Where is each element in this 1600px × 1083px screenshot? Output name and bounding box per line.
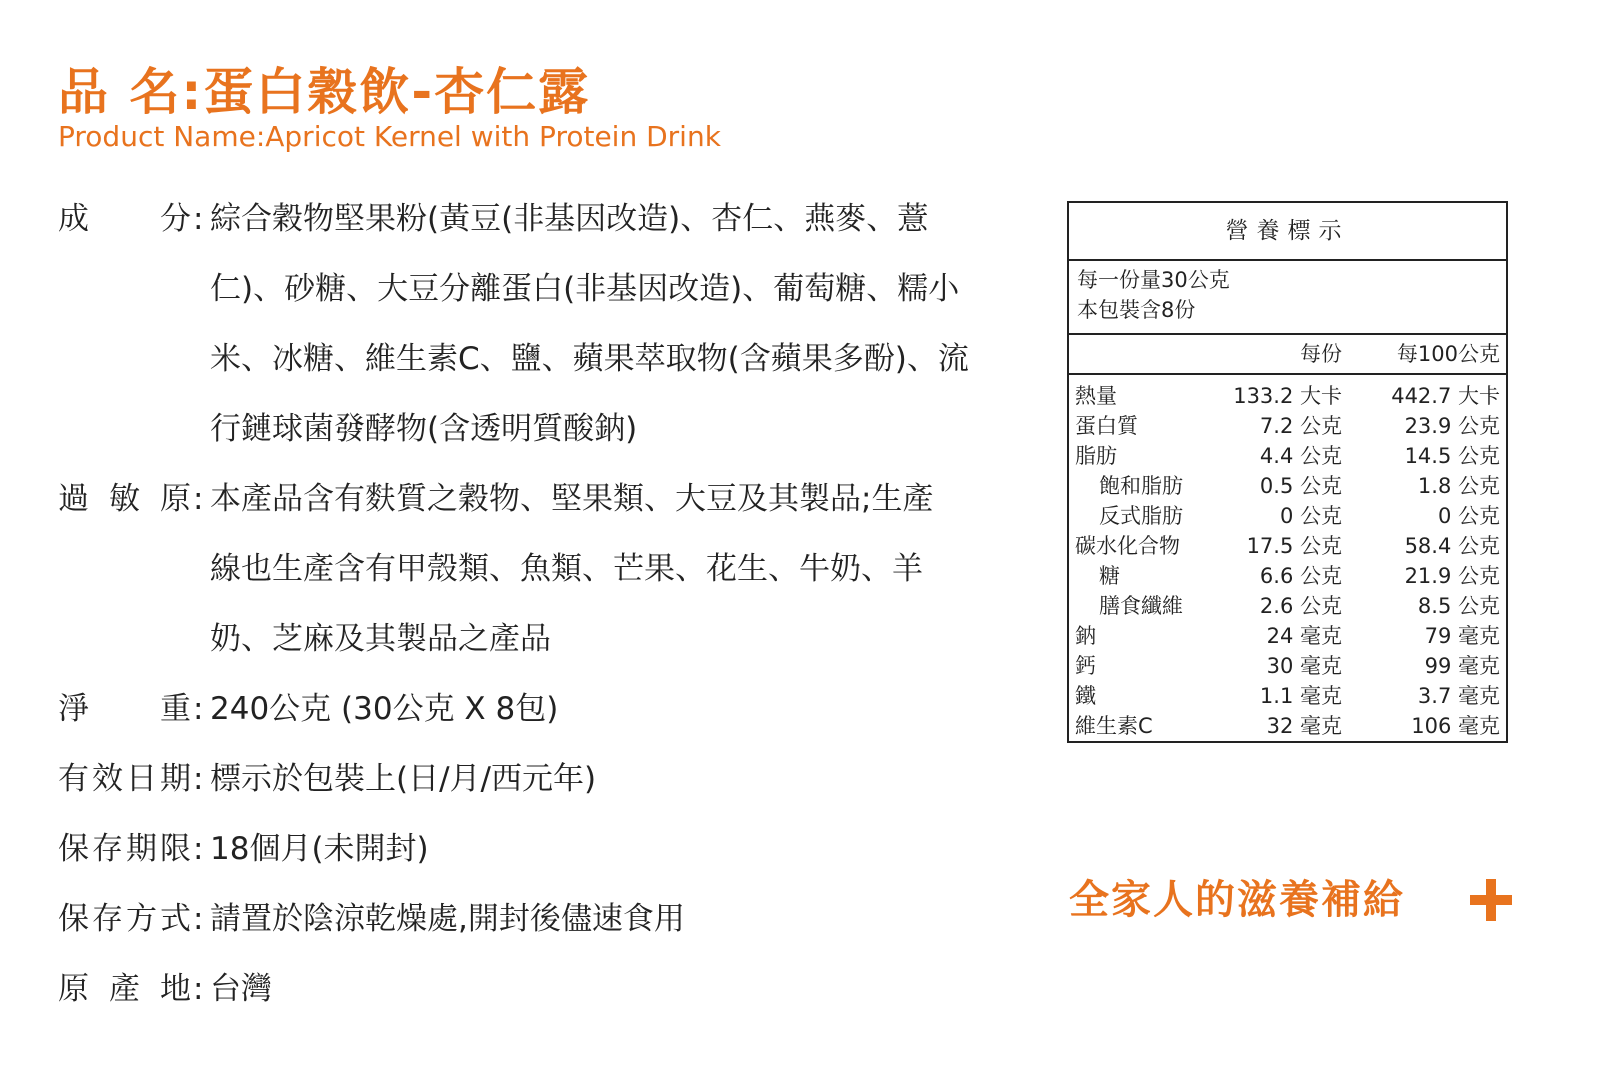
per-100g-value: 23.9 公克 [1404, 414, 1500, 438]
storage-label: 保 存 方 式 [58, 901, 191, 937]
per-100g-value: 442.7 大卡 [1391, 384, 1500, 408]
nutrition-facts-table [1067, 201, 1508, 743]
per-serving-value: 7.2 公克 [1259, 414, 1342, 438]
nutrition-row [1069, 531, 1506, 561]
nutrition-row [1069, 501, 1506, 531]
per-100g-value: 99 毫克 [1424, 654, 1500, 678]
origin-label: 原 產 地 [58, 971, 191, 1007]
allergens-colon: : [193, 481, 204, 517]
nutrition-row [1069, 441, 1506, 471]
per-serving-value: 0.5 公克 [1259, 474, 1342, 498]
expiry-value: 標示於包裝上(日/月/西元年) [210, 761, 597, 797]
nutrition-title: 營養標示 [1069, 203, 1506, 261]
per-100g-value: 8.5 公克 [1417, 594, 1500, 618]
shelf-life-value: 18個月(未開封) [210, 831, 429, 867]
nutrient-name: 飽和脂肪 [1099, 474, 1183, 498]
servings-per-pack: 本包裝含8份 [1077, 298, 1196, 322]
per-100g-value: 58.4 公克 [1404, 534, 1500, 558]
nutrition-row [1069, 681, 1506, 711]
expiry-colon: : [193, 761, 204, 797]
per-serving-value: 0 公克 [1279, 504, 1342, 528]
nutrition-row [1069, 651, 1506, 681]
allergens-line: 奶、芝麻及其製品之產品 [210, 621, 551, 657]
allergens-text [210, 464, 1050, 674]
per-serving-value: 2.6 公克 [1259, 594, 1342, 618]
allergens-label: 過 敏 原 [58, 481, 191, 517]
per-100g-value: 1.8 公克 [1417, 474, 1500, 498]
shelf-life-label: 保 存 期 限 [58, 831, 191, 867]
net-weight-label: 淨 重 [58, 691, 191, 727]
per-100g-value: 106 毫克 [1411, 714, 1500, 738]
ingredients-line: 米、冰糖、維生素C、鹽、蘋果萃取物(含蘋果多酚)、流 [210, 341, 969, 377]
nutrition-rows [1069, 381, 1506, 741]
allergens-line: 線也生產含有甲殼類、魚類、芒果、花生、牛奶、羊 [210, 551, 923, 587]
per-100g-value: 3.7 毫克 [1417, 684, 1500, 708]
per-serving-value: 1.1 毫克 [1259, 684, 1342, 708]
nutrient-name: 鈉 [1075, 624, 1096, 648]
nutrition-row [1069, 471, 1506, 501]
ingredients-text [210, 184, 1050, 464]
nutrient-name: 糖 [1099, 564, 1120, 588]
nutrient-name: 熱量 [1075, 384, 1117, 408]
nutrition-serving-info [1069, 259, 1506, 335]
net-weight-colon: : [193, 691, 204, 727]
slogan: 全家人的滋養補給 [1069, 877, 1405, 923]
per-100g-value: 21.9 公克 [1404, 564, 1500, 588]
nutrition-row [1069, 711, 1506, 741]
storage-colon: : [193, 901, 204, 937]
per-serving-value: 24 毫克 [1266, 624, 1342, 648]
origin-colon: : [193, 971, 204, 1007]
nutrition-row [1069, 411, 1506, 441]
storage-value: 請置於陰涼乾燥處,開封後儘速食用 [210, 901, 685, 937]
product-title-cn: 品 名:蛋白穀飲-杏仁露 [58, 63, 591, 121]
per-100g-value: 0 公克 [1437, 504, 1500, 528]
nutrition-row [1069, 591, 1506, 621]
nutrient-name: 鈣 [1075, 654, 1096, 678]
nutrition-row [1069, 621, 1506, 651]
nutrient-name: 脂肪 [1075, 444, 1117, 468]
nutrient-name: 蛋白質 [1075, 414, 1138, 438]
per-100g-header: 每100公克 [1396, 342, 1500, 366]
net-weight-value: 240公克 (30公克 X 8包) [210, 691, 559, 727]
per-serving-value: 4.4 公克 [1259, 444, 1342, 468]
nutrition-column-headers [1069, 335, 1506, 375]
nutrient-name: 維生素C [1075, 714, 1153, 738]
expiry-label: 有 效 日 期 [58, 761, 191, 797]
nutrient-name: 膳食纖維 [1099, 594, 1183, 618]
product-title-en: Product Name:Apricot Kernel with Protein Drink [58, 120, 721, 153]
per-100g-value: 14.5 公克 [1404, 444, 1500, 468]
ingredients-line: 行鏈球菌發酵物(含透明質酸鈉) [210, 411, 638, 447]
nutrient-name: 碳水化合物 [1075, 534, 1180, 558]
nutrition-row [1069, 381, 1506, 411]
allergens-line: 本產品含有麩質之穀物、堅果類、大豆及其製品;生產 [210, 481, 934, 517]
ingredients-label: 成 分 [58, 201, 191, 237]
nutrient-name: 反式脂肪 [1099, 504, 1183, 528]
per-serving-value: 30 毫克 [1266, 654, 1342, 678]
per-serving-value: 6.6 公克 [1259, 564, 1342, 588]
per-serving-header: 每份 [1300, 342, 1342, 366]
nutrient-name: 鐵 [1075, 684, 1096, 708]
per-100g-value: 79 毫克 [1424, 624, 1500, 648]
shelf-life-colon: : [193, 831, 204, 867]
per-serving-value: 133.2 大卡 [1233, 384, 1342, 408]
ingredients-line: 仁)、砂糖、大豆分離蛋白(非基因改造)、葡萄糖、糯小 [210, 271, 960, 307]
per-serving-value: 32 毫克 [1266, 714, 1342, 738]
per-serving-value: 17.5 公克 [1246, 534, 1342, 558]
origin-value: 台灣 [210, 971, 272, 1007]
ingredients-colon: : [193, 201, 204, 237]
serving-size: 每一份量30公克 [1077, 268, 1230, 292]
plus-icon [1470, 879, 1512, 921]
ingredients-line: 綜合穀物堅果粉(黃豆(非基因改造)、杏仁、燕麥、薏 [210, 201, 929, 237]
nutrition-row [1069, 561, 1506, 591]
